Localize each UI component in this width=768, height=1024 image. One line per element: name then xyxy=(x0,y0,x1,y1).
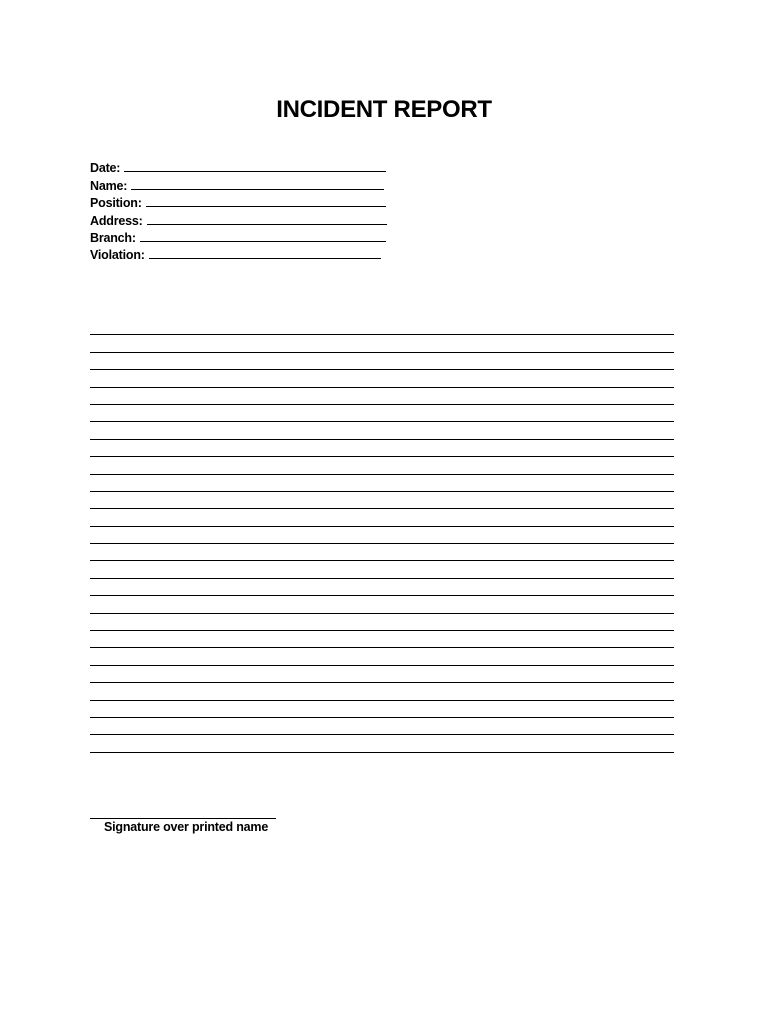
header-fields xyxy=(90,158,410,262)
position-blank[interactable] xyxy=(146,206,386,207)
narrative-line[interactable] xyxy=(90,596,674,613)
narrative-line[interactable] xyxy=(90,475,674,492)
narrative-line[interactable] xyxy=(90,335,674,352)
violation-field xyxy=(90,245,410,262)
narrative-line[interactable] xyxy=(90,509,674,526)
page-title: INCIDENT REPORT xyxy=(276,96,492,123)
narrative-line[interactable] xyxy=(90,735,674,752)
narrative-line[interactable] xyxy=(90,701,674,718)
narrative-line[interactable] xyxy=(90,683,674,700)
date-label: Date: xyxy=(90,161,121,176)
narrative-line[interactable] xyxy=(90,405,674,422)
violation-label: Violation: xyxy=(90,248,145,263)
name-label: Name: xyxy=(90,178,128,193)
address-label: Address: xyxy=(90,213,143,228)
narrative-line[interactable] xyxy=(90,561,674,578)
position-field xyxy=(90,193,410,210)
narrative-line[interactable] xyxy=(90,388,674,405)
narrative-line[interactable] xyxy=(90,666,674,683)
narrative-line[interactable] xyxy=(90,614,674,631)
name-blank[interactable] xyxy=(131,189,384,190)
narrative-line[interactable] xyxy=(90,318,674,335)
branch-field xyxy=(90,228,410,245)
narrative-line[interactable] xyxy=(90,631,674,648)
name-field xyxy=(90,175,410,192)
narrative-line[interactable] xyxy=(90,457,674,474)
narrative-line[interactable] xyxy=(90,492,674,509)
narrative-line[interactable] xyxy=(90,579,674,596)
violation-blank[interactable] xyxy=(149,258,381,259)
signature-caption: Signature over printed name xyxy=(104,820,269,834)
signature-block xyxy=(90,806,280,834)
address-blank[interactable] xyxy=(147,224,387,225)
position-label: Position: xyxy=(90,196,142,211)
narrative-line[interactable] xyxy=(90,353,674,370)
signature-line[interactable] xyxy=(90,806,276,819)
address-field xyxy=(90,210,410,227)
narrative-line[interactable] xyxy=(90,370,674,387)
narrative-line[interactable] xyxy=(90,527,674,544)
narrative-line[interactable] xyxy=(90,544,674,561)
narrative-area xyxy=(90,318,674,753)
date-blank[interactable] xyxy=(124,171,386,172)
narrative-line[interactable] xyxy=(90,440,674,457)
narrative-line[interactable] xyxy=(90,422,674,439)
branch-label: Branch: xyxy=(90,230,136,245)
branch-blank[interactable] xyxy=(140,241,386,242)
narrative-line[interactable] xyxy=(90,718,674,735)
date-field xyxy=(90,158,410,175)
narrative-line[interactable] xyxy=(90,648,674,665)
